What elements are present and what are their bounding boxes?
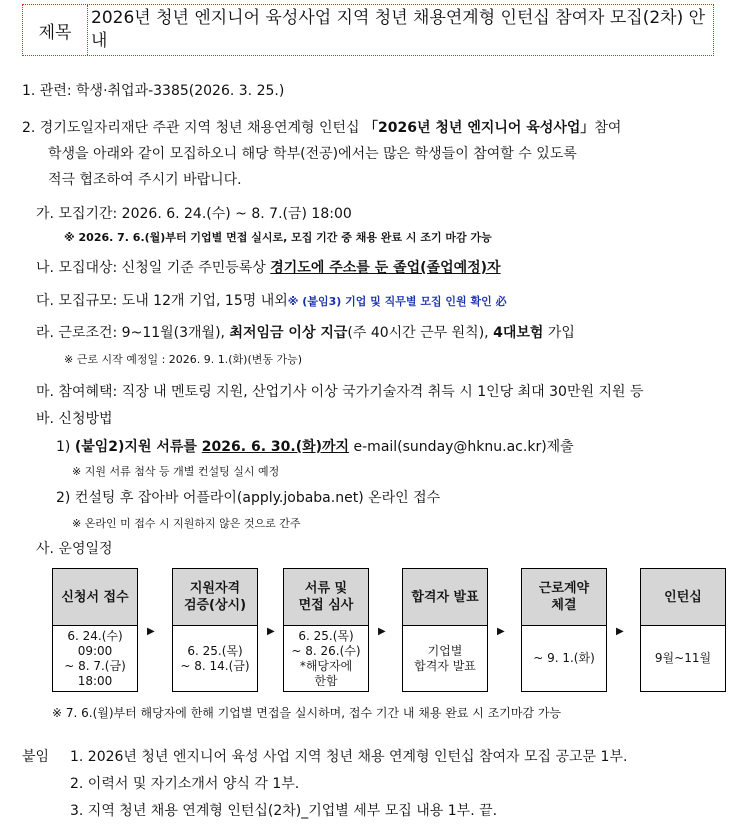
apply-deadline: 2026. 6. 30.(화)까지 [201, 439, 350, 455]
schedule-stage-title: 합격자 발표 [402, 568, 488, 626]
schedule-arrow-icon: ▶ [267, 626, 275, 637]
schedule-heading: 사. 운영일정 [36, 541, 113, 557]
schedule-note: ※ 7. 6.(월)부터 해당자에 한해 기업별 면접을 실시하며, 접수 기간 내 채용 완료 시 조기마감 가능 [52, 706, 562, 720]
apply-step1-note: ※ 지원 서류 첨삭 등 개별 컨설팅 실시 예정 [72, 465, 280, 478]
apply-step1-email: e-mail(sunday@hknu.ac.kr)제출 [349, 439, 574, 455]
apply-step2-note: ※ 온라인 미 접수 시 지원하지 않은 것으로 간주 [72, 517, 301, 530]
item-main-line1 [22, 117, 621, 137]
conditions-part1: 라. 근로조건: 9~11월(3개월), [36, 325, 230, 341]
conditions-line [36, 322, 575, 342]
attachment-item-2: 2. 이력서 및 자기소개서 양식 각 1부. [70, 776, 300, 792]
attachment-item-3: 3. 지역 청년 채용 연계형 인턴십(2차)_기업별 세부 모집 내용 1부. 끝. [70, 803, 498, 819]
item-main-suffix: 참여 [594, 120, 622, 136]
schedule-stage-dates: 6. 25.(목) ~ 8. 26.(수) *해당자에 한함 [283, 626, 369, 692]
scale-line [36, 290, 507, 310]
conditions-part2: (주 40시간 근무 원칙), [347, 325, 494, 341]
schedule-arrow-icon: ▶ [616, 626, 624, 637]
schedule-arrow-icon: ▶ [497, 626, 505, 637]
target-line [36, 257, 501, 277]
schedule-stage-title: 서류 및 면접 심사 [283, 568, 369, 626]
schedule-stage-dates: ~ 9. 1.(화) [521, 626, 607, 692]
schedule-arrow-icon: ▶ [147, 626, 155, 637]
period-line: 가. 모집기간: 2026. 6. 24.(수) ~ 8. 7.(금) 18:00 [36, 206, 352, 222]
schedule-stage-dates: 기업별 합격자 발표 [402, 626, 488, 692]
schedule-stage-dates: 6. 24.(수) 09:00 ~ 8. 7.(금) 18:00 [52, 626, 138, 692]
apply-step1-num: 1) [56, 439, 75, 455]
benefits-line: 마. 참여혜택: 직장 내 멘토링 지원, 산업기사 이상 국가기술자격 취득 시 1인당 최대 30만원 지원 등 [36, 384, 644, 400]
target-prefix: 나. 모집대상: 신청일 기준 주민등록상 [36, 260, 271, 276]
schedule-stage-title: 근로계약 체결 [521, 568, 607, 626]
item-main-prefix: 2. 경기도일자리재단 주관 지역 청년 채용연계형 인턴십 [22, 120, 365, 136]
document-title: 2026년 청년 엔지니어 육성사업 지역 청년 채용연계형 인턴십 참여자 모집(2차) 안내 [91, 8, 706, 51]
schedule-stage-title: 인턴십 [640, 568, 726, 626]
apply-step2: 2) 컨설팅 후 잡아바 어플라이(apply.jobaba.net) 온라인 접수 [56, 490, 441, 506]
item-main-program: 「2026년 청년 엔지니어 육성사업」 [364, 120, 595, 136]
attachments-label: 붙임 [22, 749, 50, 765]
schedule-stage-dates: 6. 25.(목) ~ 8. 14.(금) [172, 626, 258, 692]
conditions-note: ※ 근로 시작 예정일 : 2026. 9. 1.(화)(변동 가능) [64, 353, 303, 366]
conditions-insurance: 4대보험 [493, 325, 544, 341]
apply-heading: 바. 신청방법 [36, 411, 113, 427]
scale-note: ※ (붙임3) 기업 및 직무별 모집 인원 확인 必 [287, 295, 507, 308]
schedule-stage-title: 지원자격 검증(상시) [172, 568, 258, 626]
title-box [22, 4, 714, 56]
apply-step1-bold: (붙임2)지원 서류를 [74, 439, 202, 455]
conditions-wage: 최저임금 이상 지급 [229, 325, 348, 341]
schedule-arrow-icon: ▶ [378, 626, 386, 637]
schedule-stage-dates: 9월~11월 [640, 626, 726, 692]
schedule-stage-title: 신청서 접수 [52, 568, 138, 626]
apply-step1 [56, 436, 574, 456]
item-related: 1. 관련: 학생·취업과-3385(2026. 3. 25.) [22, 83, 285, 99]
conditions-part3: 가입 [543, 325, 575, 341]
scale-prefix: 다. 모집규모: 도내 12개 기업, 15명 내외 [36, 293, 288, 309]
period-note: ※ 2026. 7. 6.(월)부터 기업별 면접 실시로, 모집 기간 중 채용 완료 시 조기 마감 가능 [64, 231, 492, 244]
target-bold: 경기도에 주소를 둔 졸업(졸업예정)자 [270, 260, 501, 276]
item-main-line2: 학생을 아래와 같이 모집하오니 해당 학부(전공)에서는 많은 학생들이 참여할 수 있도록 [48, 146, 577, 162]
item-main-line3: 적극 협조하여 주시기 바랍니다. [48, 172, 242, 188]
title-label: 제목 [23, 5, 88, 55]
attachment-item-1: 1. 2026년 청년 엔지니어 육성 사업 지역 청년 채용 연계형 인턴십 참여자 모집 공고문 1부. [70, 749, 628, 765]
